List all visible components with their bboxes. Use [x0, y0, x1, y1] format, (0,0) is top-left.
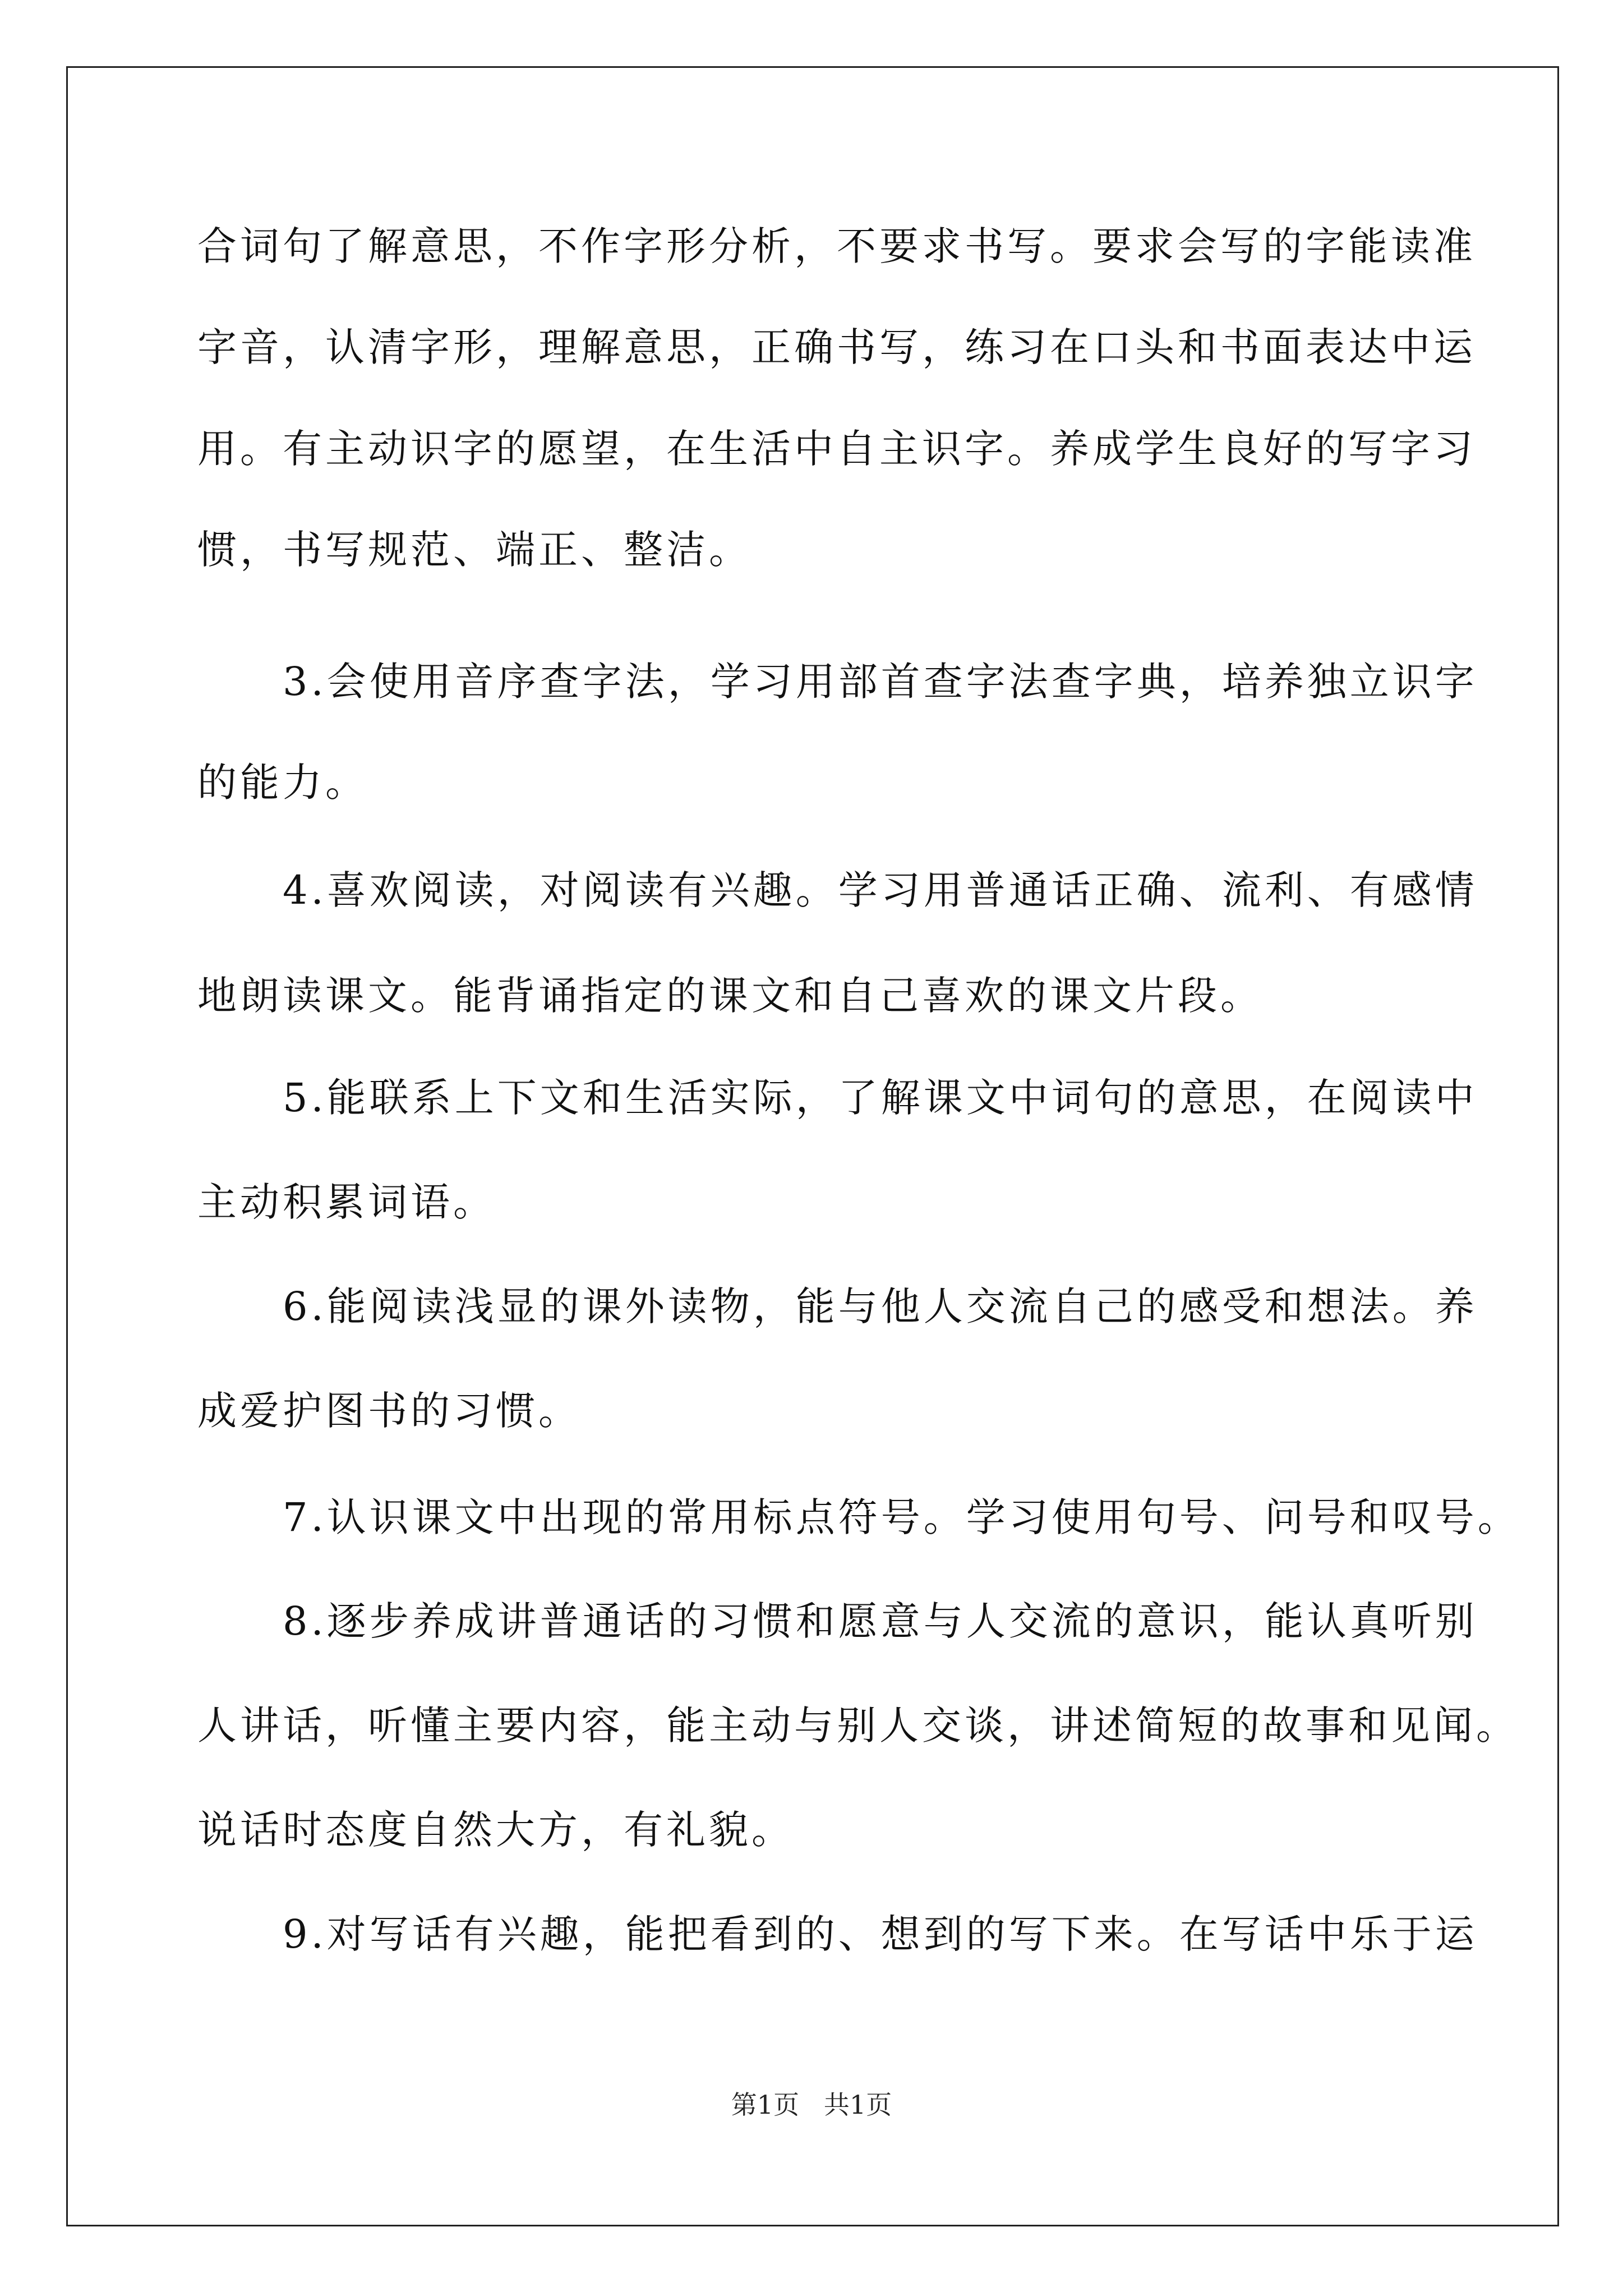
- text-line: 5.能联系上下文和生活实际，了解课文中词句的意思，在阅读中: [197, 1075, 1478, 1121]
- text-line: 9.对写话有兴趣，能把看到的、想到的写下来。在写话中乐于运: [197, 1911, 1478, 1957]
- text-line: 成爱护图书的习惯。: [197, 1388, 581, 1434]
- text-line: 4.喜欢阅读，对阅读有兴趣。学习用普通话正确、流利、有感情: [197, 867, 1478, 913]
- text-line: 6.能阅读浅显的课外读物，能与他人交流自己的感受和想法。养: [197, 1283, 1478, 1329]
- text-line: 3.会使用音序查字法，学习用部首查字法查字典，培养独立识字: [197, 659, 1478, 705]
- text-line: 合词句了解意思，不作字形分析，不要求书写。要求会写的字能读准: [197, 223, 1476, 269]
- text-line: 用。有主动识字的愿望，在生活中自主识字。养成学生良好的写字习: [197, 426, 1476, 472]
- text-line: 主动积累词语。: [197, 1179, 496, 1225]
- text-line: 惯，书写规范、端正、整洁。: [197, 527, 751, 573]
- text-line: 字音，认清字形，理解意思，正确书写，练习在口头和书面表达中运: [197, 324, 1476, 370]
- text-line: 7.认识课文中出现的常用标点符号。学习使用句号、问号和叹号。: [197, 1494, 1520, 1540]
- page-footer: 第1页 共1页: [731, 2090, 892, 2120]
- text-line: 的能力。: [197, 760, 368, 806]
- page-border: [66, 66, 1559, 2226]
- text-line: 说话时态度自然大方，有礼貌。: [197, 1807, 794, 1853]
- text-line: 人讲话，听懂主要内容，能主动与别人交谈，讲述简短的故事和见闻。: [197, 1703, 1519, 1749]
- text-line: 地朗读课文。能背诵指定的课文和自己喜欢的课文片段。: [197, 973, 1263, 1019]
- text-line: 8.逐步养成讲普通话的习惯和愿意与人交流的意识，能认真听别: [197, 1598, 1478, 1644]
